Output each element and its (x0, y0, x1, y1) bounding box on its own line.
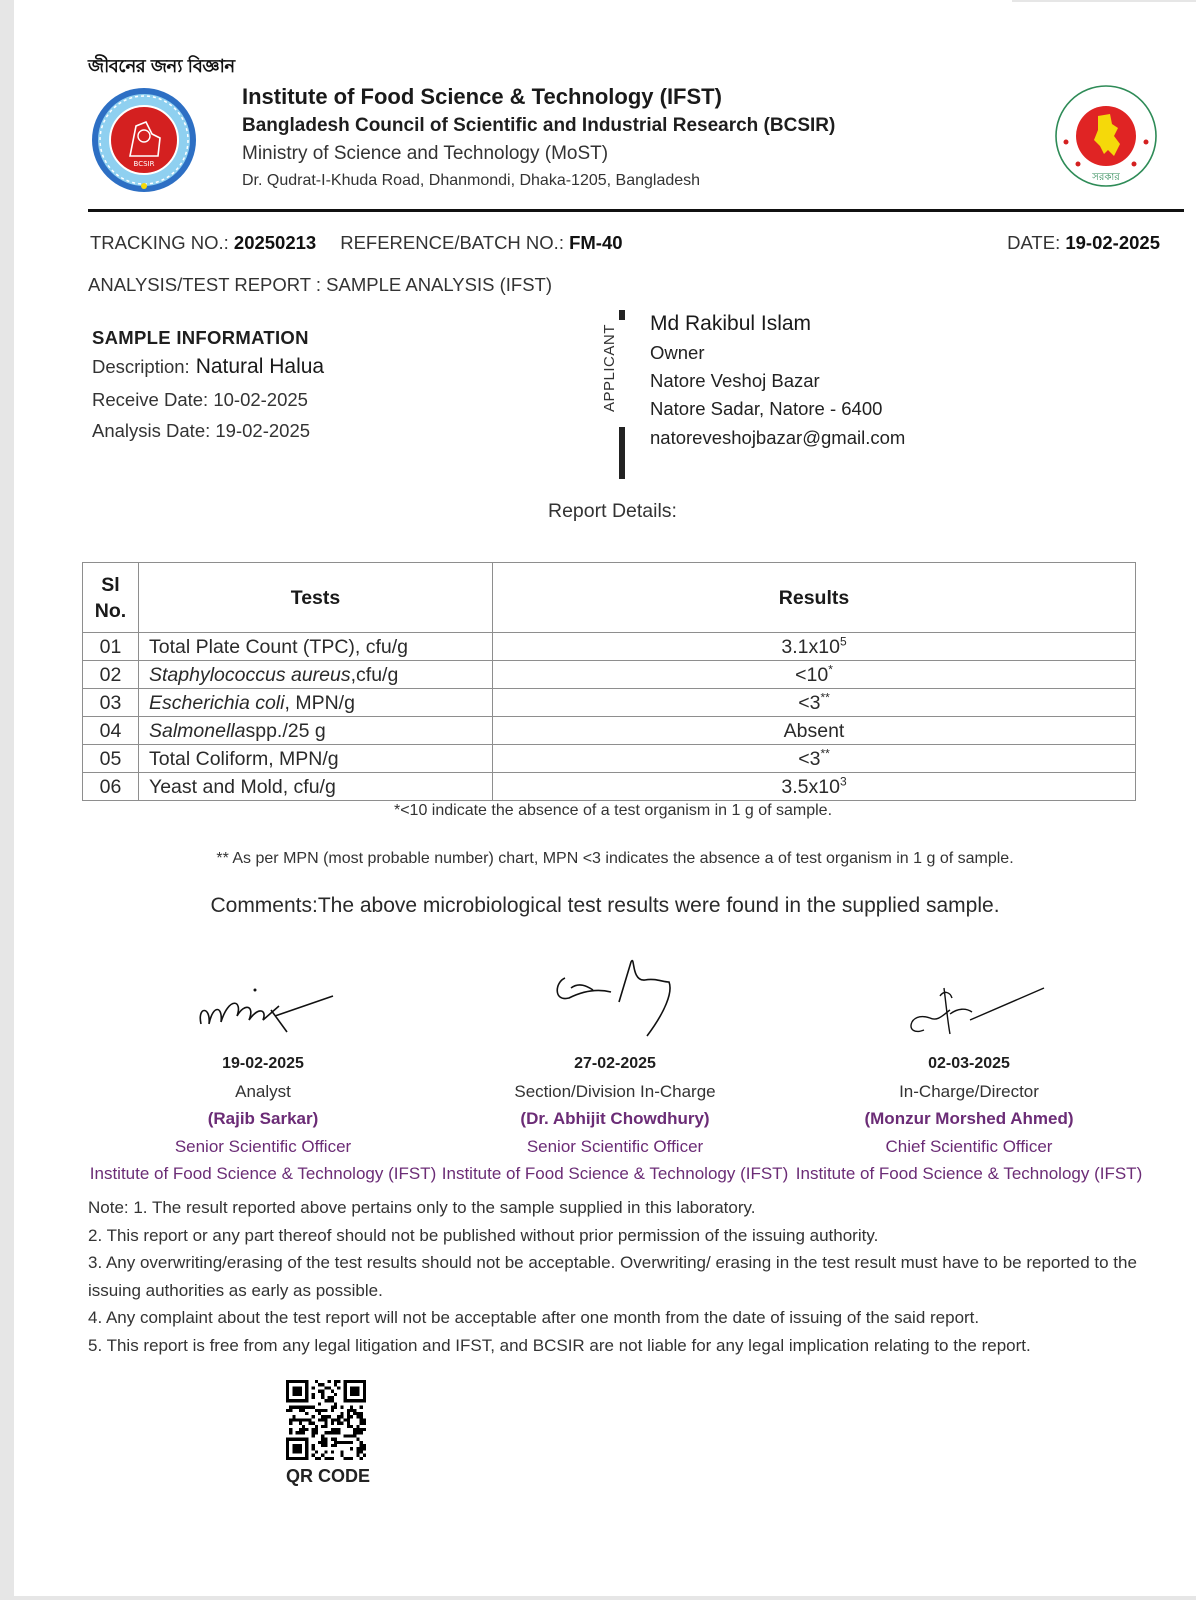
note-1: Note: 1. The result reported above pertains only to the sample supplied in this laboratory. (88, 1198, 756, 1217)
government-seal-icon (1054, 84, 1158, 188)
note-2: 2. This report or any part thereof should not be published without prior permission of the issuing authority. (88, 1225, 879, 1245)
applicant-label: APPLICANT (601, 324, 618, 412)
signature-analyst (78, 960, 448, 1050)
director-role: In-Charge/Director (899, 1082, 1039, 1101)
org-council: Bangladesh Council of Scientific and Industrial Research (BCSIR) (242, 115, 836, 136)
row-result: Absent (493, 717, 1136, 745)
description-value: Natural Halua (195, 355, 325, 378)
applicant-role: Owner (650, 342, 705, 363)
applicant-business: Natore Veshoj Bazar (650, 370, 820, 391)
top-edge (1012, 0, 1196, 2)
director-designation: Chief Scientific Officer (885, 1137, 1053, 1156)
header-results: Results (493, 563, 1136, 633)
tracking-reference-line (90, 232, 623, 254)
org-title: Institute of Food Science & Technology (IFST) (242, 84, 722, 109)
row-sl-no: 01 (83, 633, 139, 661)
note-3: 3. Any overwriting/erasing of the test results should not be acceptable. Overwriting/ erasing in the test result must have to be reported to the issuing authorities as early as possible. (88, 1253, 1137, 1300)
analysis-date: Analysis Date: 19-02-2025 (92, 420, 311, 441)
analyst-name: (Rajib Sarkar) (207, 1109, 319, 1128)
row-test: Yeast and Mold, cfu/g (139, 773, 493, 801)
footnote-single-asterisk: *<10 indicate the absence of a test organism in 1 g of sample. (393, 802, 833, 819)
applicant-bar-bottom (619, 427, 625, 479)
notes (88, 1194, 1184, 1360)
table-row (83, 633, 1136, 661)
results-table (82, 562, 1136, 801)
table-row (83, 717, 1136, 745)
applicant-email: natoreveshojbazar@gmail.com (650, 427, 906, 448)
row-result: <10* (493, 661, 1136, 689)
date-value: 19-02-2025 (1065, 232, 1160, 253)
report-type: ANALYSIS/TEST REPORT : SAMPLE ANALYSIS (IFST) (88, 274, 553, 295)
row-sl-no: 02 (83, 661, 139, 689)
bcsir-logo-icon (90, 86, 198, 194)
signatory-analyst (78, 960, 448, 1187)
signature-scribble-icon (535, 952, 695, 1042)
header-divider (88, 209, 1184, 212)
note-4: 4. Any complaint about the test report will not be acceptable after one month from the date of issuing of the said report. (88, 1308, 980, 1328)
applicant-name: Md Rakibul Islam (650, 312, 812, 335)
section-incharge-role: Section/Division In-Charge (514, 1082, 716, 1101)
comments: Comments:The above microbiological test results were found in the supplied sample. (210, 894, 1000, 917)
row-test: Total Plate Count (TPC), cfu/g (139, 633, 493, 661)
table-row (83, 745, 1136, 773)
director-institute: Institute of Food Science & Technology (IFST) (795, 1164, 1143, 1183)
row-result: $3.5x10^3$ (493, 773, 1136, 801)
tracking-number: 20250213 (233, 232, 317, 253)
signatory-director (784, 960, 1154, 1187)
report-date (1007, 232, 1160, 254)
signatory-section-incharge (430, 960, 800, 1187)
report-details-label: Report Details: (548, 500, 677, 522)
signature-scribble-icon (183, 976, 343, 1046)
section-incharge-institute: Institute of Food Science & Technology (IFST) (441, 1164, 789, 1183)
sample-info-heading: SAMPLE INFORMATION (92, 327, 309, 348)
description-label: Description: (92, 356, 190, 377)
analyst-date: 19-02-2025 (222, 1055, 304, 1072)
analyst-designation: Senior Scientific Officer (174, 1137, 352, 1156)
header-tests: Tests (139, 563, 493, 633)
applicant-bar-top (619, 310, 625, 320)
signature-director (784, 960, 1154, 1050)
org-address: Dr. Qudrat-I-Khuda Road, Dhanmondi, Dhaka-1205, Bangladesh (242, 172, 701, 189)
table-row (83, 689, 1136, 717)
row-sl-no: 03 (83, 689, 139, 717)
receive-date: Receive Date: 10-02-2025 (92, 389, 308, 410)
row-result: <3** (493, 745, 1136, 773)
signature-section-incharge (430, 960, 800, 1050)
svg-text:BCSIR: BCSIR (133, 160, 155, 168)
analyst-institute: Institute of Food Science & Technology (IFST) (89, 1164, 437, 1183)
qr-code-icon[interactable] (286, 1380, 366, 1460)
signature-scribble-icon (884, 974, 1054, 1044)
row-test: Staphylococcus aureus,cfu/g (139, 661, 493, 689)
row-sl-no: 05 (83, 745, 139, 773)
date-label: DATE: (1007, 232, 1066, 253)
reference-label: REFERENCE/BATCH NO.: (340, 232, 570, 253)
row-result: $3.1x10^5$ (493, 633, 1136, 661)
row-test: Total Coliform, MPN/g (139, 745, 493, 773)
sample-description (92, 355, 324, 379)
footnote-double-asterisk: ** As per MPN (most probable number) chart, MPN <3 indicates the absence a of test organism in 1 g of sample. (216, 850, 1014, 867)
header-sl-no: Sl No. (83, 563, 139, 633)
applicant-location: Natore Sadar, Natore - 6400 (650, 398, 883, 419)
row-sl-no: 04 (83, 717, 139, 745)
row-sl-no: 06 (83, 773, 139, 801)
section-incharge-date: 27-02-2025 (574, 1055, 656, 1072)
director-date: 02-03-2025 (928, 1055, 1010, 1072)
row-test: Salmonellaspp./25 g (139, 717, 493, 745)
table-row (83, 661, 1136, 689)
director-name: (Monzur Morshed Ahmed) (864, 1109, 1074, 1128)
table-header-row (83, 563, 1136, 633)
svg-text:সরকার: সরকার (1092, 172, 1120, 183)
section-incharge-name: (Dr. Abhijit Chowdhury) (520, 1109, 710, 1128)
bangla-motto: জীবনের জন্য বিজ্ঞান (88, 56, 235, 77)
reference-number: FM-40 (569, 232, 623, 253)
analyst-role: Analyst (235, 1082, 291, 1101)
note-5: 5. This report is free from any legal litigation and IFST, and BCSIR are not liable for any legal implication relating to the report. (88, 1335, 1031, 1355)
report-page (14, 0, 1196, 1596)
section-incharge-designation: Senior Scientific Officer (526, 1137, 704, 1156)
org-ministry: Ministry of Science and Technology (MoST) (242, 143, 609, 164)
tracking-label: TRACKING NO.: (90, 232, 234, 253)
row-test: Escherichia coli, MPN/g (139, 689, 493, 717)
qr-code-label: QR CODE (286, 1466, 371, 1486)
table-row (83, 773, 1136, 801)
row-result: <3** (493, 689, 1136, 717)
